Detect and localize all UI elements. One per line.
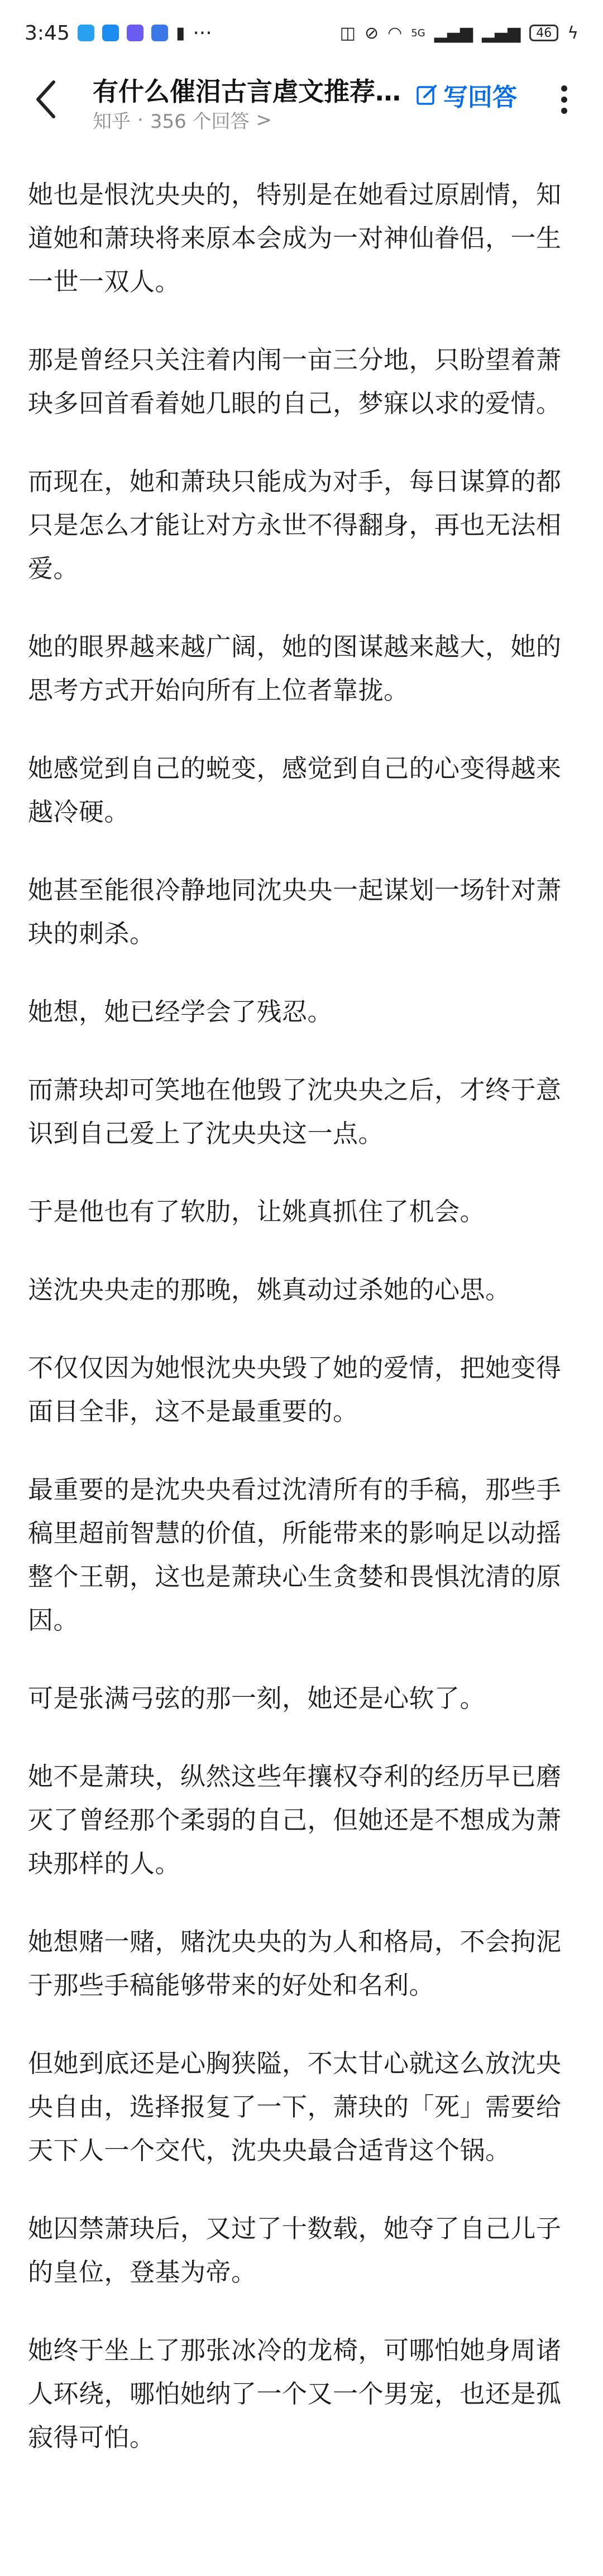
more-notifications-dots: ··· (193, 21, 212, 45)
more-options-button[interactable] (553, 77, 575, 122)
paragraph: 最重要的是沈央央看过沈清所有的手稿，那些手稿里超前智慧的价值，所能带来的影响足以动摇整个王朝，这也是萧玦心生贪婪和畏惧沈清的原因。 (28, 1475, 562, 1635)
network-type: 5G (411, 27, 425, 39)
write-answer-button[interactable] (415, 78, 517, 112)
paragraph: 她不是萧玦，纵然这些年攘权夺利的经历早已磨灭了曾经那个柔弱的自己，但她还是不想成为萧玦那样的人。 (28, 1762, 562, 1878)
paragraph: 她的眼界越来越广阔，她的图谋越来越大，她的思考方式开始向所有上位者靠拢。 (28, 632, 562, 705)
chevron-right-icon: > (256, 108, 272, 131)
paragraph: 送沈央央走的那晚，姚真动过杀她的心思。 (28, 1275, 511, 1304)
paragraph: 而萧玦却可笑地在他毁了沈央央之后，才终于意识到自己爱上了沈央央这一点。 (28, 1075, 562, 1148)
meta-separator: · (137, 108, 143, 131)
paragraph: 她囚禁萧玦后，又过了十数载，她夺了自己儿子的皇位，登基为帝。 (28, 2214, 562, 2287)
wifi-icon: ◠ (387, 23, 403, 43)
notification-icon: ▮ (175, 23, 185, 43)
paragraph: 她想赌一赌，赌沈央央的为人和格局，不会拘泥于那些手稿能够带来的好处和名利。 (28, 1927, 562, 2000)
paragraph: 于是他也有了软肋，让姚真抓住了机会。 (28, 1197, 486, 1226)
charging-icon: ϟ (567, 23, 578, 43)
status-right (340, 23, 578, 43)
paragraph: 而现在，她和萧玦只能成为对手，每日谋算的都只是怎么才能让对方永世不得翻身，再也无法相爱。 (28, 467, 562, 583)
status-time: 3:45 (25, 21, 70, 45)
paragraph: 她也是恨沈央央的，特别是在她看过原剧情，知道她和萧玦将来原本会成为一对神仙眷侣，一生一世一双人。 (28, 180, 562, 296)
paragraph: 她想，她已经学会了残忍。 (28, 997, 333, 1026)
paragraph: 那是曾经只关注着内闱一亩三分地，只盼望着萧玦多回首看着她几眼的自己，梦寐以求的爱情。 (28, 345, 562, 418)
more-dot-icon (561, 97, 567, 103)
status-left (25, 22, 212, 45)
paragraph: 但她到底还是心胸狭隘，不太甘心就这么放沈央央自由，选择报复了一下，萧玦的「死」需要给天下人一个交代，沈央央最合适背这个锅。 (28, 2049, 562, 2165)
back-chevron-icon (35, 80, 57, 119)
back-button[interactable] (29, 77, 63, 122)
paragraph: 不仅仅因为她恨沈央央毁了她的爱情，把她变得面目全非，这不是最重要的。 (28, 1353, 562, 1426)
zhihu-app-icon (151, 25, 168, 41)
paragraph: 可是张满弓弦的那一刻，她还是心软了。 (28, 1683, 486, 1713)
nfc-icon: ◫ (339, 23, 356, 43)
mute-icon: ⊘ (365, 23, 379, 43)
more-dot-icon (561, 85, 567, 92)
signal-icon-2: ▂▄▆ (481, 23, 521, 43)
answer-content (28, 173, 575, 2494)
more-dot-icon (561, 108, 567, 114)
signal-icon: ▂▄▆ (434, 23, 473, 43)
question-header (0, 66, 603, 138)
shield-app-icon (78, 25, 94, 41)
chat-app-icon (102, 25, 119, 41)
paragraph: 她感觉到自己的蜕变，感觉到自己的心变得越来越冷硬。 (28, 754, 562, 827)
edit-icon (415, 84, 438, 106)
battery-icon: 46 (529, 25, 558, 41)
question-title[interactable]: 有什么催泪古言虐文推荐… (93, 76, 401, 107)
question-meta (93, 106, 272, 133)
cloud-app-icon (127, 25, 143, 41)
status-bar (0, 0, 603, 66)
write-answer-label: 写回答 (443, 83, 517, 112)
paragraph: 她甚至能很冷静地同沈央央一起谋划一场针对萧玦的刺杀。 (28, 875, 562, 948)
paragraph: 她终于坐上了那张冰冷的龙椅，可哪怕她身周诸人环绕，哪怕她纳了一个又一个男宠，也还是孤寂得可怕。 (28, 2335, 562, 2452)
answers-count-link[interactable]: 356 个回答 (150, 111, 250, 133)
source-label: 知乎 (93, 111, 131, 133)
